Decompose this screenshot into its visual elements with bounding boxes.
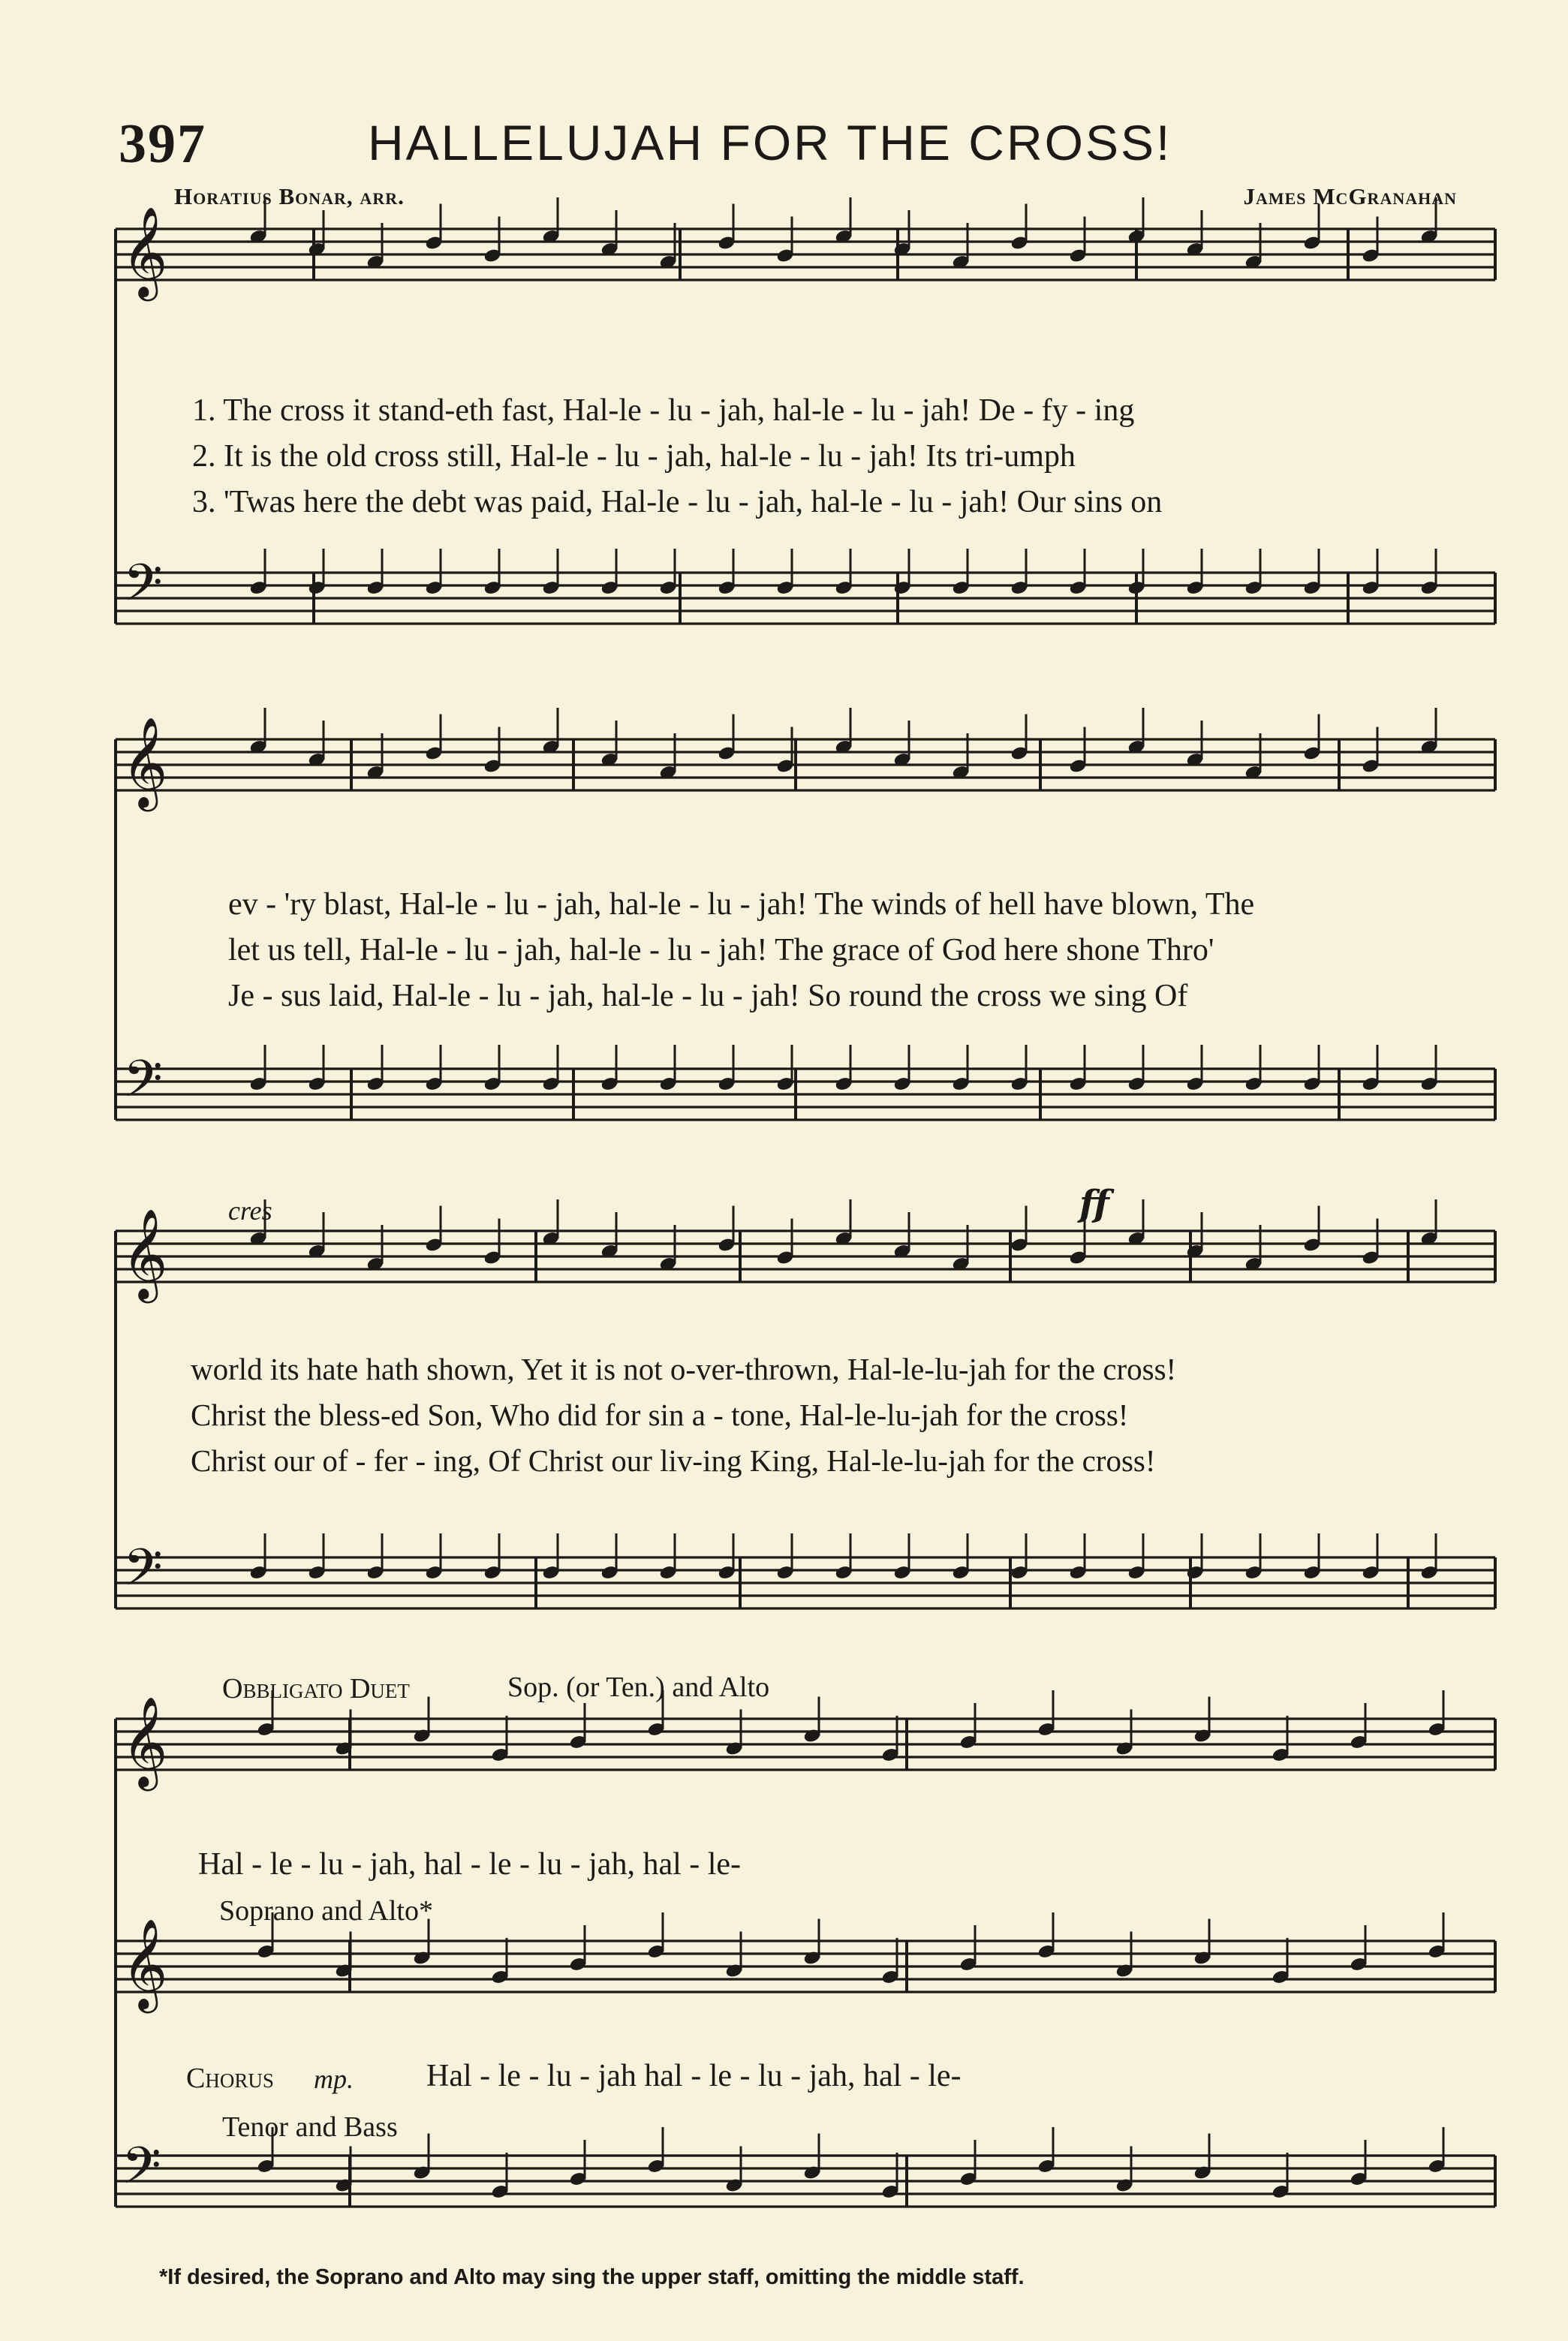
lyricist-credit: Horatius Bonar, arr.	[174, 183, 405, 209]
system3-verse1: world its hate hath shown, Yet it is not o-ver-thrown, Hal-le-lu-jah for the cross!	[191, 1352, 1177, 1386]
clef-glyphs	[122, 206, 167, 2208]
system3-verse2: Christ the bless-ed Son, Who did for sin a - tone, Hal-le-lu-jah for the cross!	[191, 1398, 1129, 1432]
treble-clef-glyph: 𝄞	[122, 1696, 168, 1787]
bass-clef-glyph: 𝄢	[123, 1050, 163, 1121]
system2-verse2: let us tell, Hal-le - lu - jah, hal-le - lu - jah! The grace of God here shone Thro'	[228, 933, 1214, 967]
system1-verse2: 2. It is the old cross still, Hal-le - lu - jah, hal-le - lu - jah! Its tri-umph	[192, 439, 1076, 474]
bass-clef-glyph: 𝄢	[122, 2137, 161, 2208]
treble-clef-glyph: 𝄞	[122, 1208, 168, 1299]
system3-verse3: Christ our of - fer - ing, Of Christ our liv-ing King, Hal-le-lu-jah for the cross!	[191, 1443, 1156, 1478]
chorus-dynamic: mp.	[314, 2064, 354, 2094]
hymn-title: HALLELUJAH FOR THE CROSS!	[368, 115, 1172, 170]
system2-verse1: ev - 'ry blast, Hal-le - lu - jah, hal-le - lu - jah! The winds of hell have blown, The	[228, 887, 1255, 922]
system1-verse1: 1. The cross it stand-eth fast, Hal-le - lu - jah, hal-le - lu - jah! De - fy - ing	[192, 393, 1135, 428]
fortissimo-mark: ff	[1079, 1183, 1109, 1225]
composer-credit: James McGranahan	[1243, 183, 1457, 209]
footnote: *If desired, the Soprano and Alto may sing the upper staff, omitting the middle staff.	[159, 2265, 1025, 2289]
soprano-alto-label: Soprano and Alto*	[219, 1895, 433, 1927]
bass-clef-glyph: 𝄢	[123, 554, 163, 625]
treble-clef-glyph: 𝄞	[122, 716, 168, 808]
tenor-bass-label: Tenor and Bass	[222, 2111, 398, 2143]
chorus-lyrics: Hal - le - lu - jah hal - le - lu - jah, hal - le-	[426, 2059, 962, 2093]
system1-verse3: 3. 'Twas here the debt was paid, Hal-le - lu - jah, hal-le - lu - jah! Our sins on	[192, 485, 1163, 519]
chorus-label: Chorus	[186, 2063, 274, 2094]
treble-clef-glyph: 𝄞	[122, 1918, 168, 2009]
obbligato-voices: Sop. (or Ten.) and Alto	[507, 1671, 770, 1703]
treble-clef-glyph: 𝄞	[122, 206, 168, 297]
crescendo-mark: cres	[228, 1196, 272, 1226]
system2-verse3: Je - sus laid, Hal-le - lu - jah, hal-le - lu - jah! So round the cross we sing Of	[228, 979, 1188, 1013]
bass-clef-glyph: 𝄢	[123, 1539, 163, 1610]
obbligato-lyrics: Hal - le - lu - jah, hal - le - lu - jah, hal - le-	[198, 1847, 742, 1882]
obbligato-label: Obbligato Duet	[222, 1673, 410, 1705]
hymn-number: 397	[119, 113, 206, 175]
